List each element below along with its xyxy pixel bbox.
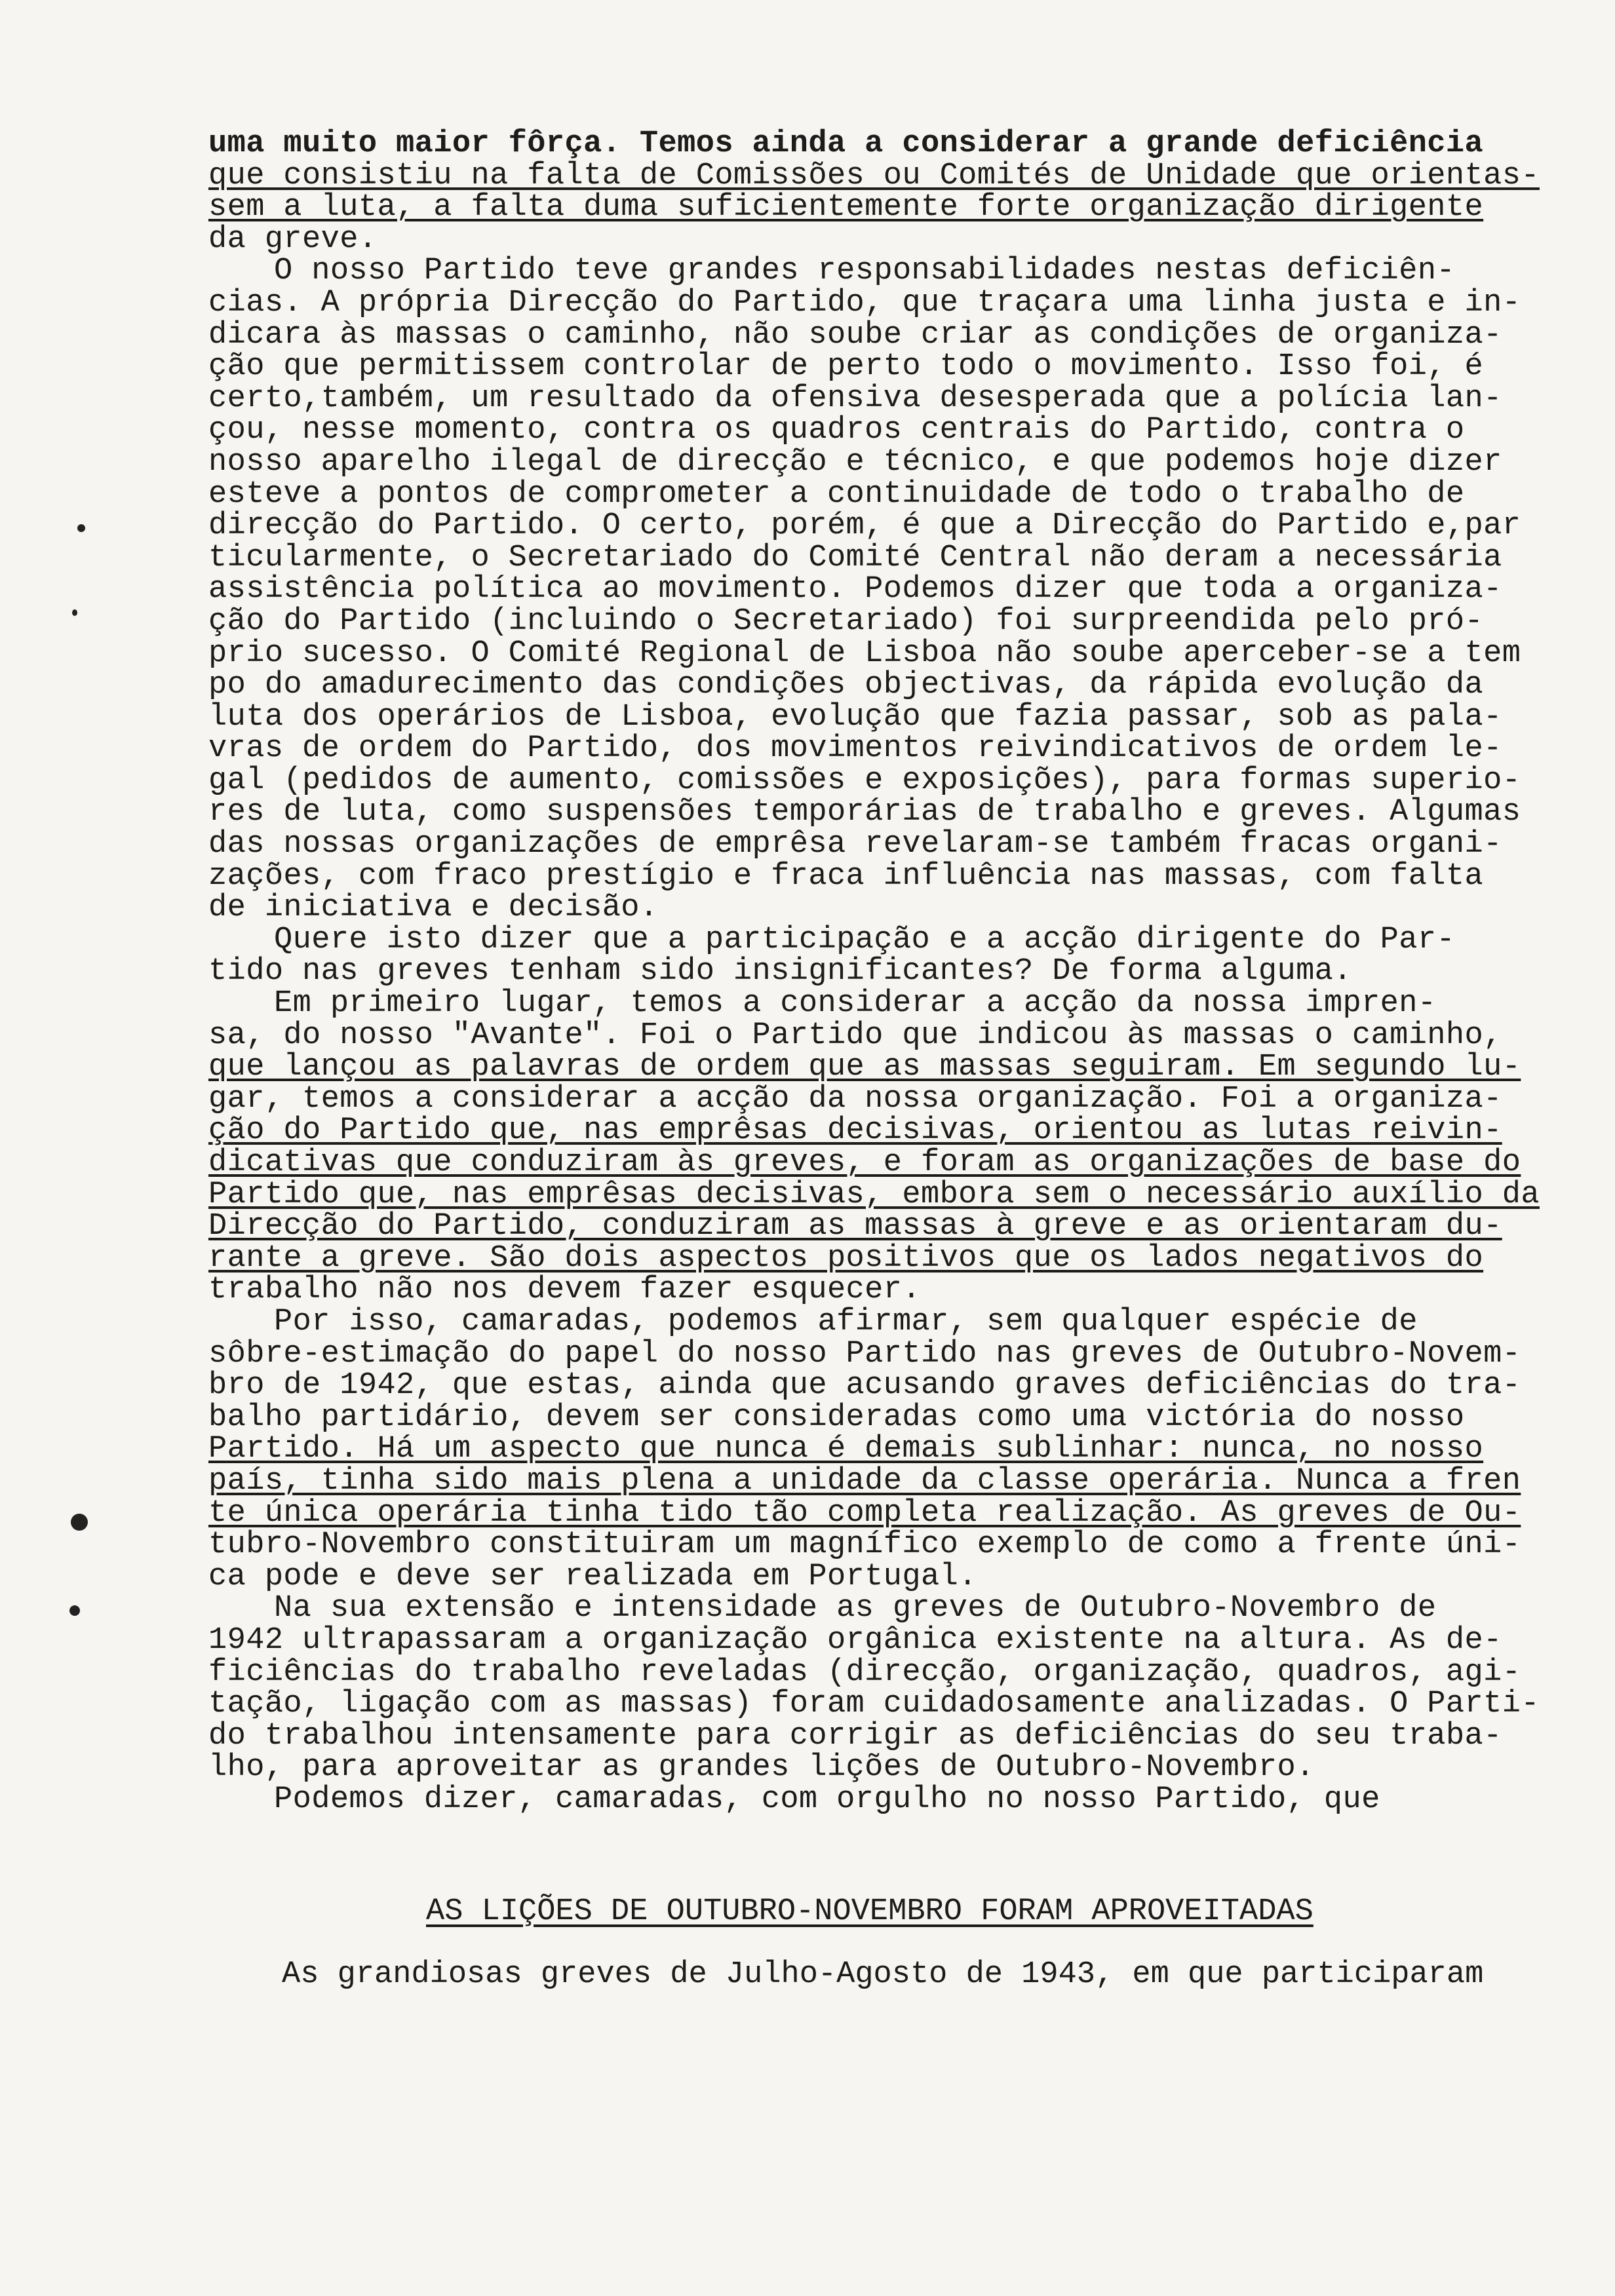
text-line: prio sucesso. O Comité Regional de Lisboa não soube aperceber-se a tem [208, 636, 1521, 671]
text-line: ca pode e deve ser realizada em Portugal. [208, 1559, 977, 1594]
text-line: ção do Partido que, nas emprêsas decisivas, orientou as lutas reivin- [208, 1113, 1502, 1149]
text-line: res de luta, como suspensões temporárias de trabalho e greves. Algumas [208, 795, 1521, 830]
text-line: gar, temos a considerar a acção da nossa organização. Foi a organiza- [208, 1081, 1502, 1117]
text-line: Partido. Há um aspecto que nunca é demais sublinhar: nunca, no nosso [208, 1432, 1484, 1467]
text-line: po do amadurecimento das condições objectivas, da rápida evolução da [208, 668, 1484, 703]
text-line: Em primeiro lugar, temos a considerar a acção da nossa impren- [274, 986, 1437, 1022]
punch-hole-mark [71, 1514, 88, 1531]
text-line: ção do Partido (incluindo o Secretariado) foi surpreendida pelo pró- [208, 603, 1484, 639]
text-line: Na sua extensão e intensidade as greves de Outubro-Novembro de [274, 1591, 1437, 1626]
text-line: sa, do nosso "Avante". Foi o Partido que indicou às massas o caminho, [208, 1018, 1502, 1053]
text-line: assistência política ao movimento. Podemos dizer que toda a organiza- [208, 572, 1502, 607]
text-line: cias. A própria Direcção do Partido, que traçara uma linha justa e in- [208, 285, 1521, 320]
text-line: ficiências do trabalho reveladas (direcção, organização, quadros, agi- [208, 1655, 1521, 1690]
text-line: gal (pedidos de aumento, comissões e exposições), para formas superio- [208, 763, 1521, 798]
body-text [208, 128, 1611, 1816]
text-line: 1942 ultrapassaram a organização orgânica existente na altura. As de- [208, 1622, 1502, 1658]
text-line: Quere isto dizer que a participação e a acção dirigente do Par- [274, 922, 1456, 957]
text-line: te única operária tinha tido tão completa realização. As greves de Ou- [208, 1495, 1521, 1531]
text-line: país, tinha sido mais plena a unidade da classe operária. Nunca a fren [208, 1463, 1521, 1499]
text-line: rante a greve. São dois aspectos positivos que os lados negativos do [208, 1240, 1484, 1276]
text-line: da greve. [208, 221, 378, 257]
text-line: balho partidário, devem ser consideradas como uma victória do nosso [208, 1400, 1465, 1435]
text-line: Partido que, nas emprêsas decisivas, embora sem o necessário auxílio da [208, 1177, 1540, 1212]
text-line: do trabalhou intensamente para corrigir as deficiências do seu traba- [208, 1718, 1502, 1753]
text-line: de iniciativa e decisão. [208, 890, 659, 926]
text-line: esteve a pontos de comprometer a continuidade de todo o trabalho de [208, 476, 1465, 512]
text-line: tação, ligação com as massas) foram cuidadosamente analizadas. O Parti- [208, 1687, 1540, 1722]
text-line: vras de ordem do Partido, dos movimentos reivindicativos de ordem le- [208, 731, 1502, 767]
text-line: trabalho não nos devem fazer esquecer. [208, 1272, 921, 1308]
text-line: O nosso Partido teve grandes responsabilidades nestas deficiên- [274, 254, 1456, 289]
text-line: lho, para aproveitar as grandes lições de Outubro-Novembro. [208, 1750, 1315, 1786]
text-line: bro de 1942, que estas, ainda que acusando graves deficiências do tra- [208, 1368, 1521, 1404]
text-line: que lançou as palavras de ordem que as massas seguiram. Em segundo lu- [208, 1050, 1521, 1085]
text-line: Podemos dizer, camaradas, com orgulho no nosso Partido, que [274, 1782, 1380, 1817]
punch-hole-mark [77, 524, 85, 532]
text-line: certo,também, um resultado da ofensiva desesperada que a polícia lan- [208, 381, 1502, 416]
punch-hole-mark [69, 1605, 80, 1616]
section-heading: AS LIÇÕES DE OUTUBRO-NOVEMBRO FORAM APROVEITADAS [426, 1894, 1313, 1929]
text-line: zações, com fraco prestígio e fraca influência nas massas, com falta [208, 858, 1484, 894]
text-line: nosso aparelho ilegal de direcção e técnico, e que podemos hoje dizer [208, 444, 1502, 480]
punch-hole-mark [72, 609, 77, 616]
closing-line: As grandiosas greves de Julho-Agosto de 1943, em que participaram [282, 1957, 1484, 1992]
text-line: tido nas greves tenham sido insignificantes? De forma alguma. [208, 954, 1352, 989]
text-line: luta dos operários de Lisboa, evolução que fazia passar, sob as pala- [208, 699, 1502, 735]
text-line: Por isso, camaradas, podemos afirmar, sem qualquer espécie de [274, 1304, 1418, 1339]
text-line: uma muito maior fôrça. Temos ainda a considerar a grande deficiência [208, 126, 1484, 161]
text-line: ção que permitissem controlar de perto todo o movimento. Isso foi, é [208, 349, 1484, 385]
text-line: tubro-Novembro constituiram um magnífico exemplo de como a frente úni- [208, 1527, 1521, 1563]
text-line: çou, nesse momento, contra os quadros centrais do Partido, contra o [208, 413, 1465, 448]
text-line: dicara às massas o caminho, não soube criar as condições de organiza- [208, 317, 1502, 353]
text-line: dicativas que conduziram às greves, e foram as organizações de base do [208, 1145, 1521, 1180]
text-line: das nossas organizações de emprêsa revelaram-se também fracas organi- [208, 827, 1502, 862]
text-line: ticularmente, o Secretariado do Comité Central não deram a necessária [208, 540, 1502, 575]
text-line: sôbre-estimação do papel do nosso Partido nas greves de Outubro-Novem- [208, 1336, 1521, 1371]
text-line: Direcção do Partido, conduziram as massas à greve e as orientaram du- [208, 1209, 1502, 1244]
text-line: que consistiu na falta de Comissões ou Comités de Unidade que orientas- [208, 158, 1540, 193]
text-line: direcção do Partido. O certo, porém, é que a Direcção do Partido e,par [208, 508, 1521, 544]
text-line: sem a luta, a falta duma suficientemente forte organização dirigente [208, 190, 1484, 225]
